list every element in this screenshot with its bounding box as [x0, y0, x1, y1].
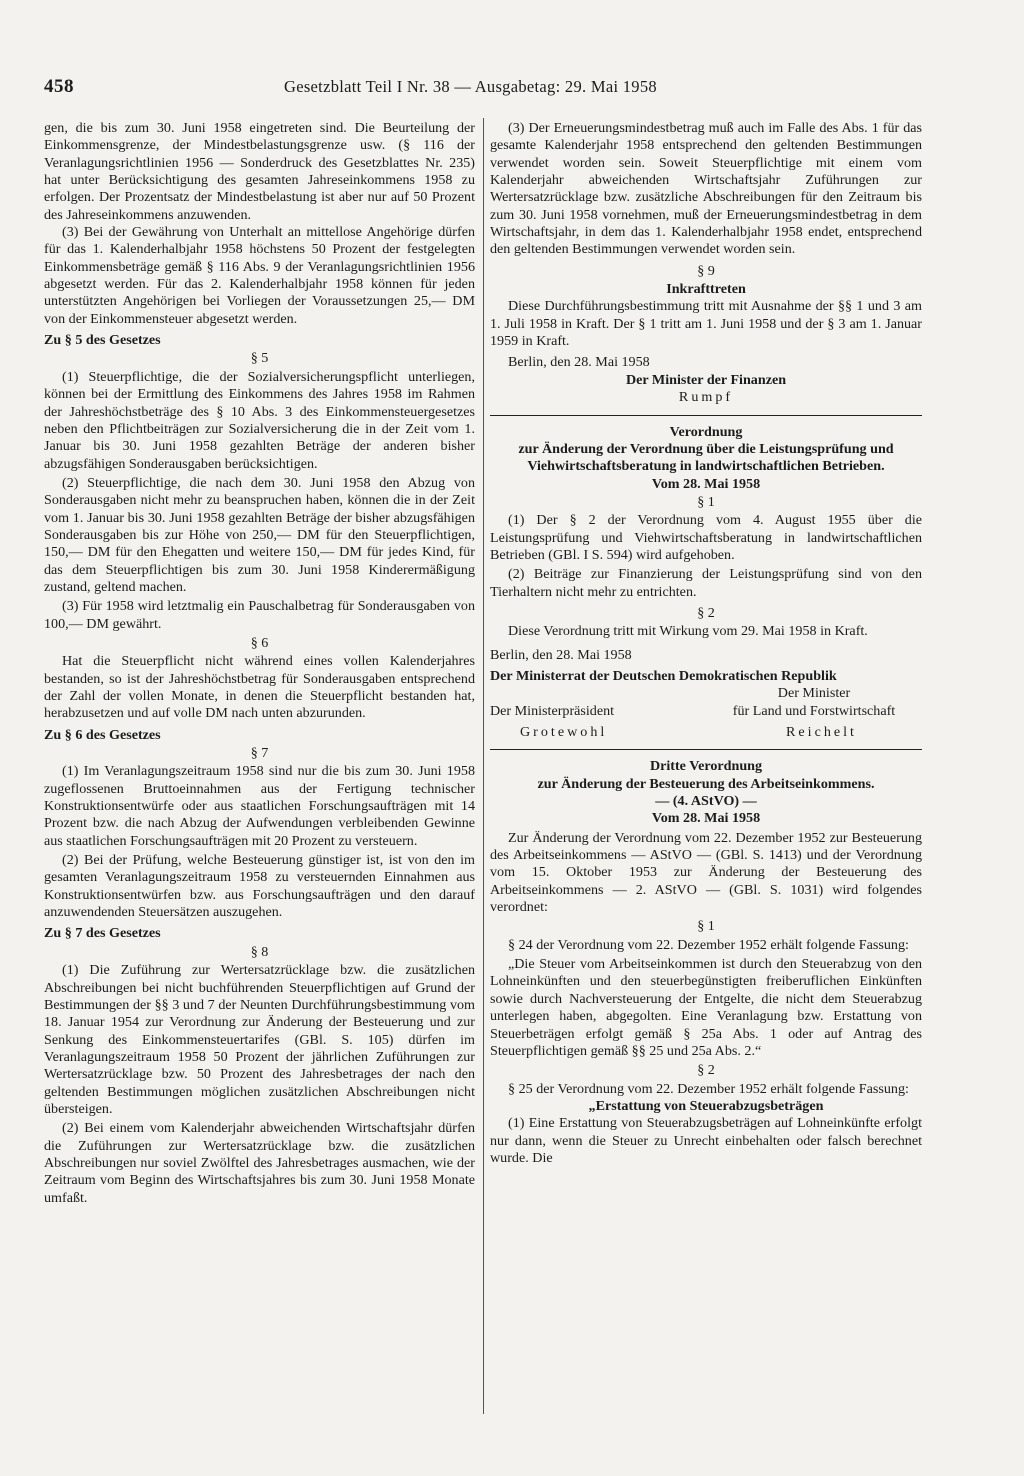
council-name: Der Ministerrat der Deutschen Demokratischen Republik [490, 667, 837, 684]
signatory-role: Der Ministerpräsident [490, 702, 615, 719]
signatory-title: Der Minister der Finanzen [625, 371, 787, 388]
paragraph-sign: § 1 [697, 493, 715, 510]
paragraph: (2) Bei einem vom Kalenderjahr abweichenden Wirtschaftsjahr dürfen die Zuführungen zur Wertersatzrücklage bzw. die zusätzlichen Abschreibungen nur soviel Zwölftel des Jahresbetrages ausmachen, wie der Zeitraum vom Beginn des Wirtschaftsjahres bis zum 30. Juni 1958 Monate umfaßt. [44, 1120, 475, 1206]
paragraph: (1) Eine Erstattung von Steuerabzugsbeträgen auf Lohneinkünfte erfolgt nur dann, wenn die Steuer zu Unrecht einbehalten oder falsch berechnet wurde. Die [490, 1115, 922, 1166]
right-column [490, 120, 922, 1167]
section-heading: Zu § 5 des Gesetzes [44, 332, 161, 349]
ordinance-date: Vom 28. Mai 1958 [651, 475, 761, 492]
paragraph: gen, die bis zum 30. Juni 1958 eingetreten sind. Die Beurteilung der Einkommensgrenze, der Mindestbelastungsgrenze usw. (§ 116 der Veranlagungsrichtlinien 1956 — Sonderdruck des Gesetzblattes Nr. 235) hat unter Berücksichtigung des gesamten Jahreseinkommens 1958 zu erfolgen. Der Prozentsatz der Mindestbelastung ist aber nur auf 50 Prozent des Jahreseinkommens anzuwenden. [44, 120, 475, 223]
ordinance-date: Vom 28. Mai 1958 [651, 810, 761, 827]
paragraph: (1) Die Zuführung zur Wertersatzrücklage bzw. die zusätzlichen Abschreibungen bei nicht buchführenden Steuerpflichtigen auf Grund der Bestimmungen der §§ 3 und 7 der Neunten Durchführungsbestimmung vom 18. Januar 1954 zur Verordnung zur Änderung der Besteuerung und zur Senkung des Einkommensteuertarifes (GBl. S. 105) dürfen im Veranlagungszeitraum 1958 50 Prozent der jährlichen Zuführungen zur Wertersatzrücklage bzw. 50 Prozent des Jahresbetrages der nach den geltenden Bestimmungen möglichen zusätzlichen Abschreibungen nicht übersteigen. [44, 962, 475, 1117]
signatory-role: für Land und Forstwirtschaft [732, 702, 896, 719]
paragraph: (3) Für 1958 wird letztmalig ein Pauschalbetrag für Sonderausgaben von 100,— DM gewährt. [44, 598, 475, 632]
place-date: Berlin, den 28. Mai 1958 [508, 354, 650, 371]
paragraph-sign: § 7 [250, 745, 269, 762]
page-header [44, 76, 980, 102]
section-heading: Zu § 6 des Gesetzes [44, 726, 161, 743]
paragraph-sign: § 8 [250, 943, 269, 960]
section-divider [490, 749, 922, 750]
section-heading: Zu § 7 des Gesetzes [44, 925, 161, 942]
signature-right [706, 685, 922, 720]
ordinance-subtitle: zur Änderung der Besteuerung des Arbeitseinkommens. [537, 775, 875, 792]
paragraph: Diese Durchführungsbestimmung tritt mit Ausnahme der §§ 1 und 3 am 1. Juli 1958 in Kraft. Der § 1 tritt am 1. Juni 1958 und der § 3 am 1. Januar 1959 in Kraft. [490, 298, 922, 350]
place-date: Berlin, den 28. Mai 1958 [490, 646, 632, 663]
paragraph-title: „Erstattung von Steuerabzugsbeträgen [588, 1097, 824, 1114]
paragraph: Zur Änderung der Verordnung vom 22. Dezember 1952 zur Besteuerung des Arbeitseinkommens — AStVO — (GBl. S. 1413) und der Verordnung vom 15. Oktober 1953 zur Änderung der Besteuerung des Arbeitseinkommens — 2. AStVO — (GBl. S. 1031) wird folgendes verordnet: [490, 829, 922, 916]
paragraph: Hat die Steuerpflicht nicht während eines vollen Kalenderjahres bestanden, so ist der Jahreshöchstbetrag für Sonderausgaben entsprechend der Zahl der vollen Monate, in denen die Steuerpflicht bestanden hat, herabzusetzen und auf volle DM nach unten abzurunden. [44, 653, 475, 722]
signatory-name: Grotewohl [520, 724, 608, 740]
paragraph-title: Inkrafttreten [666, 281, 746, 298]
paragraph: (1) Im Veranlagungszeitraum 1958 sind nur die bis zum 30. Juni 1958 zugeflossenen Bruttoeinnahmen aus der Fertigung technischer Konstruktionsentwürfe oder aus staatlichen Forschungsaufträgen mit 14 Prozent bzw. die nach Abzug der Aufwendungen verbleibenden Gewinne aus staatlichen Forschungsaufträgen mit 20 Prozent zu versteuern. [44, 763, 475, 849]
left-column [44, 120, 475, 1207]
paragraph: (2) Steuerpflichtige, die nach dem 30. Juni 1958 den Abzug von Sonderausgaben nicht mehr zu beanspruchen haben, können die in der Zeit vom 1. Januar bis 30. Juni 1958 gezahlten Beträge der bisher abzugsfähigen Sonderausgaben bis zur Höhe von 250,— DM für den Steuerpflichtigen, 150,— DM für den Ehegatten und weitere 150,— DM für jedes Kind, für das dem Steuerpflichtigen bis zum 30. Juni 1958 Kinderermäßigung zustand, geltend machen. [44, 474, 475, 595]
paragraph: (3) Bei der Gewährung von Unterhalt an mittellose Angehörige dürfen für das 1. Kalenderhalbjahr 1958 höchstens 50 Prozent der festgelegten Einkommensbeträge gemäß § 116 Abs. 9 der Veranlagungsrichtlinien 1956 abgesetzt werden. Für das 2. Kalenderhalbjahr 1958 können für jeden unterstützten Angehörigen bei Vorliegen der Voraussetzungen 25,— DM von der Einkommensteuer abgesetzt werden. [44, 224, 475, 327]
paragraph: § 24 der Verordnung vom 22. Dezember 1952 erhält folgende Fassung: [508, 936, 909, 953]
signature-names [490, 724, 922, 741]
section-divider [490, 415, 922, 416]
ordinance-title: Dritte Verordnung [649, 758, 763, 775]
ordinance-title: Verordnung [669, 423, 743, 440]
signatory-name: Reichelt [786, 724, 857, 740]
paragraph: (2) Beiträge zur Finanzierung der Leistungsprüfung sind von den Tierhaltern nicht mehr zu entrichten. [490, 566, 922, 600]
paragraph-sign: § 2 [697, 604, 715, 621]
signatory-role: Der Minister [777, 685, 851, 702]
column-divider [483, 118, 484, 1414]
paragraph: Diese Verordnung tritt mit Wirkung vom 29. Mai 1958 in Kraft. [508, 623, 868, 640]
paragraph: (3) Der Erneuerungsmindestbetrag muß auch im Falle des Abs. 1 für das gesamte Kalenderjahr 1958 entsprechend den geltenden Bestimmungen verwendet worden sein. Soweit Steuerpflichtige mit einem vom Kalenderjahr abweichenden Wirtschaftsjahr Zuführungen zur Wertersatzrücklage bzw. zusätzliche Abschreibungen für den Zeitraum bis zum 30. Juni 1958 vornehmen, muß der Erneuerungsmindestbetrag in dem Wirtschaftsjahr, in dem das 1. Kalenderhalbjahr 1958 endet, entsprechend den geltenden Bestimmungen verwendet worden sein. [490, 120, 922, 258]
ordinance-subtitle: zur Änderung der Verordnung über die Leistungsprüfung und Viehwirtschaftsberatung in landwirtschaftlichen Betrieben. [518, 440, 894, 475]
gazette-title: Gesetzblatt Teil I Nr. 38 — Ausgabetag: 29. Mai 1958 [284, 77, 657, 96]
paragraph-sign: § 1 [697, 918, 715, 935]
paragraph: (2) Bei der Prüfung, welche Besteuerung günstiger ist, ist von den im gesamten Veranlagungszeitraum 1958 zu versteuernden Einnahmen aus Konstruktionsentwürfen bzw. aus Forschungsaufträgen und den darauf anzuwendenden Steuersätzen auszugehen. [44, 852, 475, 921]
page-number: 458 [44, 76, 74, 97]
signature-left [490, 685, 706, 720]
signature-block [490, 685, 922, 720]
paragraph-sign: § 6 [250, 634, 269, 651]
paragraph: (1) Der § 2 der Verordnung vom 4. August 1955 über die Leistungsprüfung und Viehwirtschaftsberatung in landwirtschaftlichen Betrieben (GBl. I S. 594) wird aufgehoben. [490, 512, 922, 563]
paragraph: (1) Steuerpflichtige, die der Sozialversicherungspflicht unterliegen, können bei der Ermittlung des Einkommens des Jahres 1958 im Rahmen der Jahreshöchstbeträge des § 10 Abs. 3 des Einkommensteuergesetzes neben den Pflichtbeiträgen zur Sozialversicherung die in der Zeit vom 1. Januar bis 30. Juni 1958 gezahlten Beträge der anderen bisher abzugsfähigen Sonderausgaben berücksichtigen. [44, 368, 475, 472]
paragraph-sign: § 5 [250, 350, 269, 367]
paragraph-sign: § 9 [697, 262, 715, 279]
ordinance-abbreviation: — (4. AStVO) — [655, 793, 757, 810]
paragraph-sign: § 2 [697, 1062, 715, 1079]
paragraph: „Die Steuer vom Arbeitseinkommen ist durch den Steuerabzug von den Lohneinkünften und den steuerbegünstigten freiberuflichen Einkünften sowie durch Nachversteuerung der Entgelte, die nicht dem Steuerabzug unterlegen haben, abgegolten. Eine Veranlagung bzw. Erstattung von Steuerbeträgen erfolgt gemäß § 25a Abs. 1 oder auf Antrag des Steuerpflichtigen gemäß §§ 25 und 25a Abs. 2.“ [490, 956, 922, 1059]
signatory-name: Rumpf [678, 389, 734, 406]
paragraph: § 25 der Verordnung vom 22. Dezember 1952 erhält folgende Fassung: [508, 1080, 909, 1097]
